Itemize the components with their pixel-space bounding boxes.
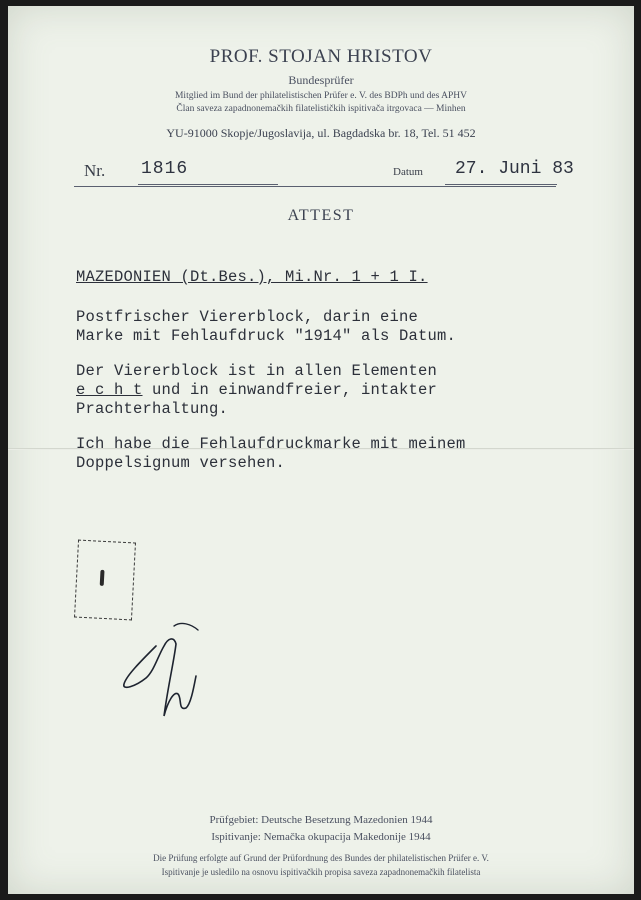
datum-label: Datum xyxy=(393,166,423,178)
body-p2-line1: Der Viererblock ist in allen Elementen xyxy=(76,362,438,380)
certificate-page xyxy=(8,6,634,894)
stamp-mark xyxy=(100,570,105,586)
membership-line-1: Mitglied im Bund der philatelistischen Prüfer e. V. des BDPh und des APHV xyxy=(174,91,468,101)
examiner-title: Bundesprüfer xyxy=(288,73,354,87)
certificate-date: 27. Juni 83 xyxy=(455,159,574,179)
nr-underline xyxy=(138,184,278,185)
footer-regulation-de: Die Prüfung erfolgte auf Grund der Prüfordnung des Bundes der philatelistischen Prüfer e. V. xyxy=(153,853,489,863)
nr-label: Nr. xyxy=(84,161,106,180)
body-p3-line1: Ich habe die Fehlaufdruckmarke mit meinem xyxy=(76,435,466,453)
footer-exam-area-de: Prüfgebiet: Deutsche Besetzung Mazedonien 1944 xyxy=(209,814,433,826)
subject-line: MAZEDONIEN (Dt.Bes.), Mi.Nr. 1 + 1 I. xyxy=(76,268,428,286)
attest-title: ATTEST xyxy=(287,207,355,224)
body-p1-line2: Marke mit Fehlaufdruck "1914" als Datum. xyxy=(76,327,457,345)
examiner-name: PROF. STOJAN HRISTOV xyxy=(209,46,433,67)
datum-underline xyxy=(445,184,557,185)
certificate-number: 1816 xyxy=(141,159,189,179)
signum-stamp-icon xyxy=(74,540,136,621)
footer-exam-area-yu: Ispitivanje: Nemačka okupacija Makedonije 1944 xyxy=(211,831,431,843)
body-p1-line1: Postfrischer Viererblock, darin eine xyxy=(76,308,419,326)
header-rule xyxy=(74,186,556,187)
body-p2-line3: Prachterhaltung. xyxy=(76,400,229,418)
membership-line-2: Član saveza zapadnonemačkih filatelističkih ispitivača itrgovaca — Minhen xyxy=(176,104,466,114)
emphasis-echt: e c h t xyxy=(76,381,143,399)
body-p2-line2-rest: und in einwandfreier, intakter xyxy=(142,381,438,399)
body-p3-line2: Doppelsignum versehen. xyxy=(76,454,286,472)
examiner-address: YU-91000 Skopje/Jugoslavija, ul. Bagdadska br. 18, Tel. 51 452 xyxy=(166,126,476,140)
handwritten-signature-icon xyxy=(116,616,216,736)
body-p2-line2 xyxy=(76,381,437,399)
footer-regulation-yu: Ispitivanje je usledilo na osnovu ispitivačkih propisa saveza zapadnonemačkih filatelista xyxy=(161,867,481,877)
